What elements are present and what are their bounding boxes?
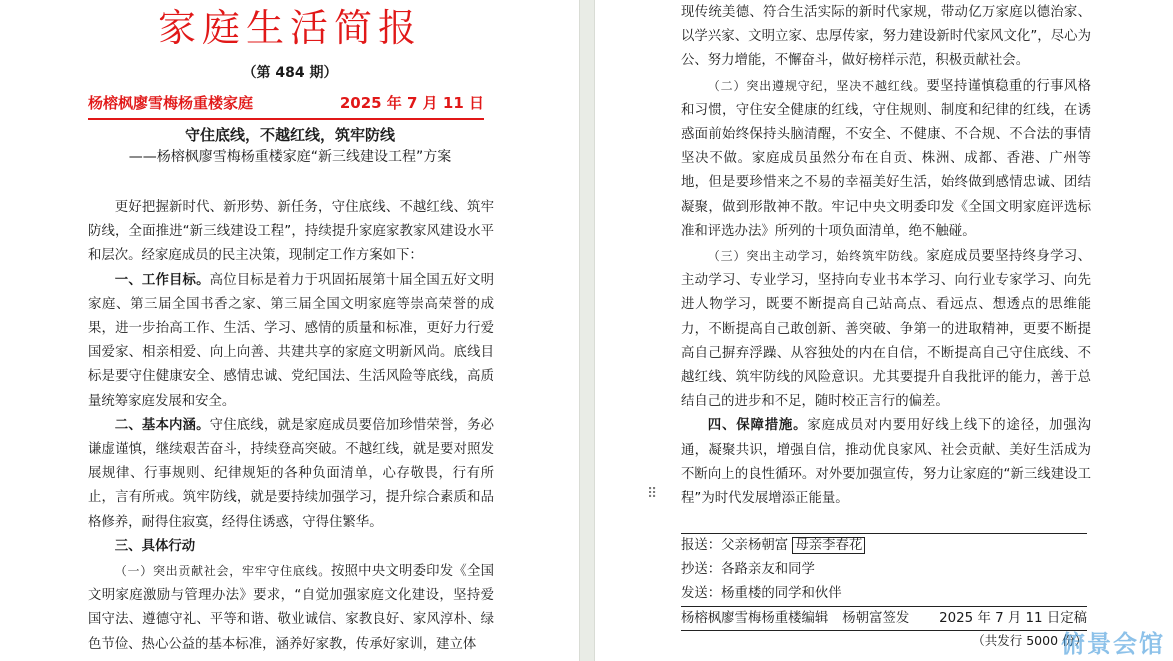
cc-label: 抄送： (681, 562, 722, 577)
section-4-paragraph (681, 414, 1091, 511)
masthead-title: 家庭生活简报 (157, 6, 422, 50)
cc-recipient: 各路亲友和同学 (721, 562, 815, 577)
copies-count: （共发行 5000 份） (972, 633, 1087, 648)
report-recipient-1: 父亲杨朝富 (721, 538, 789, 553)
action-1-heading: （一）突出贡献社会，牢牢守住底线。 (114, 564, 331, 579)
report-line (681, 534, 1087, 558)
finalized-date: 2025 年 7 月 11 日定稿 (939, 611, 1087, 626)
red-divider (88, 118, 484, 120)
action-2-heading: （二）突出遵规守纪，坚决不越红线。 (707, 78, 927, 93)
right-body-text[interactable] (681, 1, 1091, 511)
action-3-paragraph (681, 244, 1091, 414)
issue-number: （第 484 期） (242, 65, 338, 81)
intro-paragraph: 更好把握新时代、新形势、新任务，守住底线、不越红线、筑牢防线，全面推进“新三线建设工程”，持续提升家庭家教家风建设水平和层次。经家庭成员的民主决策，现制定工作方案如下： (88, 200, 494, 264)
section-2-body: 守住底线，就是家庭成员要倍加珍惜荣誉，务必谦虚谨慎，继续艰苦奋斗，持续登高突破。不越红线，就是要对照发展规律、行事规则、纪律规矩的各种负面清单，心存敬畏，行有所止，言有所戒。筑牢防线，就是要持续加强学习，提升综合素质和品格修养，耐得住寂寞，经得住诱惑，守得住繁华。 (88, 417, 495, 530)
left-body-text[interactable] (88, 196, 494, 657)
section-1-paragraph (88, 269, 494, 414)
cc-line (681, 558, 1087, 582)
section-2-paragraph (88, 414, 494, 535)
issue-date: 2025 年 7 月 11 日 (339, 94, 484, 112)
section-1-heading: 一、工作目标。 (114, 272, 210, 288)
issuer-row (88, 93, 484, 113)
right-page (594, 0, 1173, 661)
issuer-name: 杨榕枫廖雪梅杨重楼家庭 (88, 94, 254, 112)
send-line (681, 582, 1087, 606)
distribution-footer (681, 533, 1087, 651)
action-1-paragraph (88, 559, 494, 657)
action-3-body: 家庭成员要坚持终身学习、主动学习、专业学习，坚持向专业书本学习、向行业专家学习、向先进人物学习，既要不断提高自己站高点、看远点、想透点的思维能力，不断提高自己敢创新、善突破、争第一的进取精神，更要不断提高自己摒弃浮躁、从容独处的内在自信，不断提高自己守住底线、不越红线、筑牢防线的风险意识。尤其要提升自我批评的能力，善于总结自己的进步和不足，随时校正言行的偏差。 (681, 249, 1091, 410)
report-recipient-2-selected[interactable]: 母亲李春花 (792, 537, 865, 554)
section-4-heading: 四、保障措施。 (707, 418, 808, 434)
action-2-body: 要坚持谨慎稳重的行事风格和习惯，守住安全健康的红线，守住规则、制度和纪律的红线，在诱惑面前始终保持头脑清醒，不安全、不健康、不合规、不合法的事情坚决不做。家庭成员虽然分布在自贡、株洲、成都、香港、广州等地，但是要珍惜来之不易的幸福美好生活，始终做到感情忠诚、团结凝聚，做到形散神不散。牢记中央文明委印发《全国文明家庭评选标准和评选办法》所列的十项负面清单，绝不触碰。 (681, 78, 1091, 239)
document-title: 守住底线，不越红线，筑牢防线 (184, 126, 395, 144)
send-recipient: 杨重楼的同学和伙伴 (721, 586, 842, 601)
editor-credit: 杨榕枫廖雪梅杨重楼编辑 (681, 611, 829, 626)
action-1-body: 按照中央文明委印发《全国文明家庭激励与管理办法》要求，“自觉加强家庭文化建设，坚持爱国守法、遵德守礼、平等和谐、敬业诚信、家教良好、家风淳朴、绿色节俭、热心公益的基本标准，涵养好家教，传承好家训，建立体 (88, 564, 494, 652)
section-1-body: 高位目标是着力于巩固拓展第十届全国五好文明家庭、第三届全国书香之家、第三届全国文明家庭等崇高荣誉的成果，进一步抬高工作、生活、学习、感情的质量和标准，更好力行爱国爱家、相亲相爱、向上向善、共建共享的家庭文明新风尚。底线目标是要守住健康安全、感情忠诚、党纪国法、生活风险等底线，高质量统筹家庭发展和安全。 (88, 272, 495, 409)
action-2-paragraph (681, 74, 1091, 244)
send-label: 发送： (681, 586, 722, 601)
action-3-heading: （三）突出主动学习，始终筑牢防线。 (707, 249, 927, 264)
section-2-heading: 二、基本内涵。 (114, 417, 210, 433)
signature-row (681, 607, 1087, 630)
signer-credit: 杨朝富签发 (842, 611, 910, 626)
report-label: 报送： (681, 538, 722, 553)
watermark-logo: 俯景会馆 (1061, 630, 1165, 658)
drag-handle-icon[interactable]: ⠿ (647, 486, 658, 502)
continued-paragraph: 现传统美德、符合生活实际的新时代家规，带动亿万家庭以德治家、以学兴家、文明立家、忠厚传家，努力建设新时代家风文化”，尽心为公、努力增能，不懈奋斗，做好榜样示范，积极贡献社会。 (681, 5, 1091, 69)
section-4-body: 家庭成员对内要用好线上线下的途径，加强沟通，凝聚共识，增强自信，推动优良家风、社会贡献、美好生活成为不断向上的良性循环。对外要加强宣传，努力让家庭的“新三线建设工程”为时代发展增添正能量。 (681, 418, 1092, 507)
document-subtitle: ——杨榕枫廖雪梅杨重楼家庭“新三线建设工程”方案 (128, 149, 452, 165)
section-3-heading: 三、具体行动 (114, 538, 196, 554)
left-page (0, 0, 580, 661)
